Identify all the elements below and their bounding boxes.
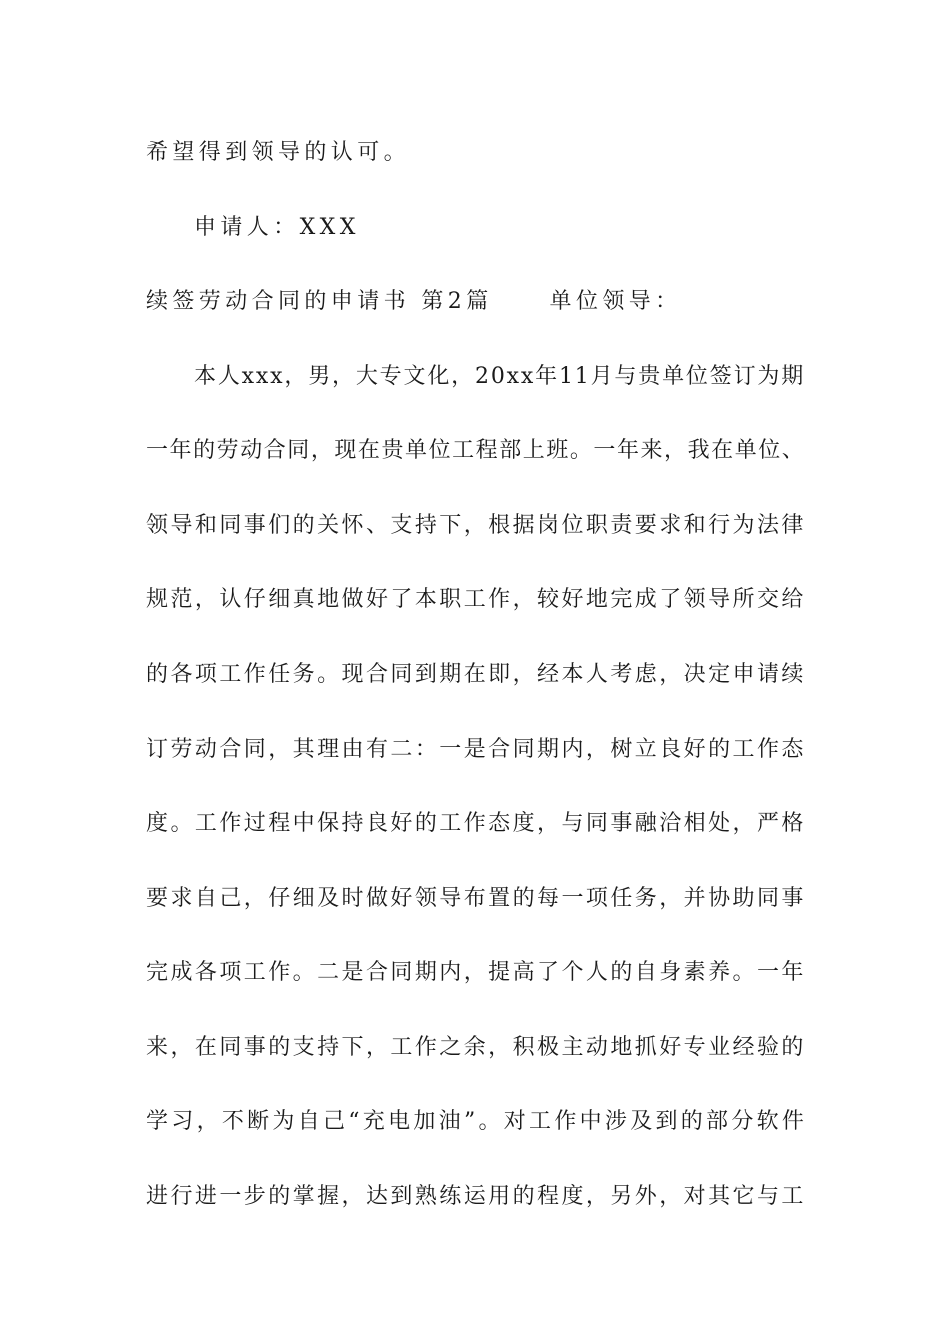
text-line: 完成各项工作。二是合同期内，提高了个人的自身素养。一年 xyxy=(146,960,806,985)
text-line: 希望得到领导的认可。 xyxy=(146,140,411,165)
section-heading: 续签劳动合同的申请书 第2篇 单位领导： xyxy=(146,289,682,314)
text-line: 要求自己，仔细及时做好领导布置的每一项任务，并协助同事 xyxy=(146,886,806,911)
text-line: 一年的劳动合同，现在贵单位工程部上班。一年来，我在单位、 xyxy=(146,438,806,463)
applicant-line: 申请人：XXX xyxy=(194,215,360,240)
text-line: 规范，认仔细真地做好了本职工作，较好地完成了领导所交给 xyxy=(146,587,806,612)
text-line: 领导和同事们的关怀、支持下，根据岗位职责要求和行为法律 xyxy=(146,513,806,538)
text-line: 订劳动合同，其理由有二：一是合同期内，树立良好的工作态 xyxy=(146,737,806,762)
text-line: 本人xxx，男，大专文化，20xx年11月与贵单位签订为期 xyxy=(194,364,806,389)
text-line: 学习，不断为自己“充电加油”。对工作中涉及到的部分软件 xyxy=(146,1109,808,1134)
text-line: 进行进一步的掌握，达到熟练运用的程度，另外，对其它与工 xyxy=(146,1184,806,1209)
text-line: 的各项工作任务。现合同到期在即，经本人考虑，决定申请续 xyxy=(146,662,806,687)
text-line: 度。工作过程中保持良好的工作态度，与同事融洽相处，严格 xyxy=(146,811,806,836)
text-line: 来，在同事的支持下，工作之余，积极主动地抓好专业经验的 xyxy=(146,1035,806,1060)
